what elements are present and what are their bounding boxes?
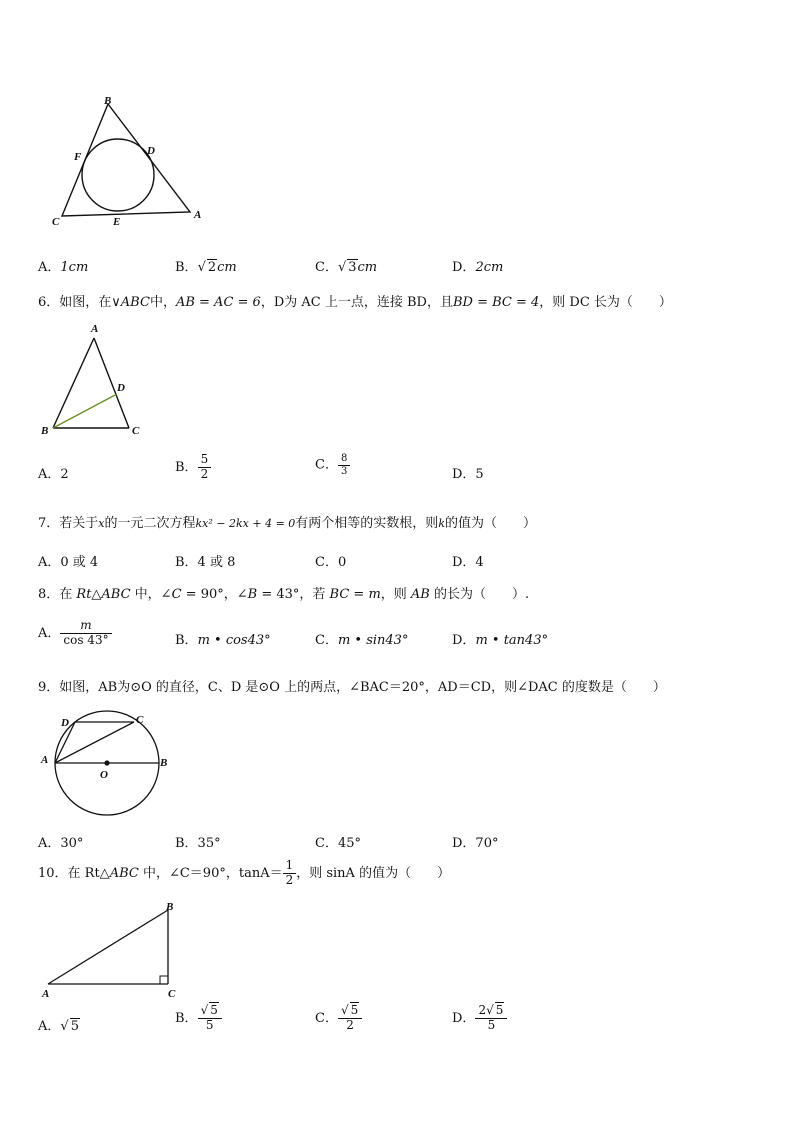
q6-option-c-num: 8 — [338, 453, 350, 466]
q6-label-c: C — [132, 425, 140, 437]
q6-option-b-fraction — [198, 453, 212, 482]
q9-label-b: B — [160, 757, 168, 769]
q7-option-d: D．4 — [452, 555, 484, 570]
q6-label-b: B — [41, 425, 49, 437]
q7-var-k: k — [438, 517, 445, 530]
q8-option-c-prefix: C． — [315, 633, 338, 648]
q10-option-d-num: 2√ 5 — [475, 1004, 507, 1019]
q6-mid1: 中， — [149, 295, 176, 310]
q5-option-d-prefix: D． — [452, 260, 476, 275]
q10-option-b-den: 5 — [205, 1017, 214, 1032]
q6-side-ab — [53, 338, 94, 428]
q6-option-c-prefix: C． — [315, 457, 338, 473]
q9-label-a: A — [41, 754, 49, 766]
q5-incircle — [82, 139, 154, 211]
q9-question: 9．如图，AB为⊙O 的直径，C、D 是⊙O 上的两点，∠BAC＝20°，AD＝CD，则∠DAC 的度数是（ ） — [38, 680, 666, 695]
q10-abc: ABC — [109, 865, 139, 881]
q5-option-b-root: 2 — [207, 260, 217, 275]
q8-mid2: ，则 — [380, 587, 411, 602]
q5-option-a-prefix: A． — [38, 260, 61, 275]
q10-option-d — [452, 1004, 507, 1033]
q7-question — [38, 512, 536, 531]
q7-option-b: B．4 或 8 — [175, 555, 236, 570]
q6-triangle: ∨ABC — [111, 295, 150, 310]
q8-c-val: = 90°，∠ — [181, 587, 248, 602]
q8-option-a-den: cos 43° — [63, 632, 109, 647]
q10-option-a-prefix: A． — [38, 1019, 61, 1034]
q10-frac-num: 1 — [283, 859, 297, 874]
q10-option-b — [175, 1004, 222, 1033]
q10-option-d-num-coef: 2 — [478, 1003, 487, 1017]
q10-pre: 10．在 Rt△ — [38, 865, 110, 881]
q8-option-b-prefix: B． — [175, 633, 198, 648]
q6-option-b-den: 2 — [200, 466, 209, 481]
q10-option-a-root: 5 — [70, 1019, 79, 1034]
q10-fraction — [283, 859, 297, 888]
q5-option-a-text: 1cm — [60, 260, 89, 275]
q6-label-d: D — [117, 382, 125, 394]
q7-mid2: 有两个相等的实数根，则 — [295, 516, 439, 531]
q9-option-a: A．30° — [38, 836, 84, 851]
q7-option-a: A．0 或 4 — [38, 555, 99, 570]
q10-option-b-num: √ 5 — [198, 1004, 222, 1019]
q7-tail: 的值为（ ） — [444, 516, 536, 531]
q8-option-b-text: m • cos43° — [197, 633, 271, 648]
q6-mid2: ，D为 AC 上一点，连接 BD，且 — [260, 295, 453, 310]
q6-eq2: BD = BC = 4 — [452, 295, 540, 310]
q8-c: C — [171, 587, 182, 602]
q9-figure — [38, 708, 178, 818]
q5-option-c-prefix: C． — [315, 260, 338, 275]
q5-figure — [48, 94, 208, 230]
q5-label-a: A — [194, 209, 202, 221]
q5-option-a — [38, 256, 88, 275]
q9-option-c: C．45° — [315, 836, 361, 851]
q10-option-b-num-root: 5 — [210, 1003, 218, 1017]
q8-pre: 8．在 — [38, 587, 77, 602]
q9-label-c: C — [136, 714, 144, 726]
q5-label-d: D — [147, 145, 155, 157]
q10-option-b-fraction — [198, 1004, 222, 1033]
q10-question — [38, 859, 450, 888]
q10-option-d-prefix: D． — [452, 1010, 476, 1026]
q8-mid1: 中，∠ — [130, 587, 172, 602]
q8-rt: Rt△ABC — [76, 587, 131, 602]
q8-bc: BC — [329, 587, 350, 602]
q10-right-angle-mark — [160, 976, 168, 984]
q10-option-a: A．√ 5 — [38, 1019, 79, 1034]
q10-option-c-fraction — [338, 1004, 362, 1033]
q5-label-c: C — [52, 216, 60, 228]
q5-option-d-text: 2cm — [475, 260, 504, 275]
q7-option-c: C．0 — [315, 555, 347, 570]
q10-option-c-prefix: C． — [315, 1010, 338, 1026]
q10-tail: ，则 sinA 的值为（ ） — [296, 865, 451, 881]
q9-option-d: D．70° — [452, 836, 499, 851]
q10-option-c-den: 2 — [346, 1017, 354, 1032]
q6-option-b-num: 5 — [198, 453, 212, 468]
q10-label-b: B — [166, 901, 174, 913]
q8-option-d-text: m • tan43° — [475, 633, 549, 648]
q8-option-d — [452, 629, 548, 648]
q5-label-e: E — [113, 216, 121, 228]
q10-label-a: A — [42, 988, 50, 1000]
q10-frac-den: 2 — [285, 872, 294, 887]
q5-option-d — [452, 256, 503, 275]
q9-center-dot — [104, 760, 109, 765]
q6-number: 6．如图，在 — [38, 295, 112, 310]
q5-label-b: B — [104, 95, 112, 107]
q6-tail: ，则 DC 长为（ ） — [539, 295, 672, 310]
q5-label-f: F — [74, 151, 82, 163]
q8-option-c — [315, 629, 408, 648]
q6-label-a: A — [91, 323, 99, 335]
q8-option-a-fraction — [60, 619, 111, 648]
q6-option-b-prefix: B． — [175, 459, 198, 475]
q7-pre: 7．若关于 — [38, 516, 99, 531]
q10-option-b-prefix: B． — [175, 1010, 198, 1026]
q7-equation: kx² − 2kx + 4 = 0 — [195, 517, 296, 530]
q10-label-c: C — [168, 988, 176, 1000]
q6-option-a: A．2 — [38, 467, 69, 482]
q6-option-c-fraction — [338, 453, 350, 477]
q6-question — [38, 291, 672, 310]
q5-option-c: C．√ 3cm — [315, 260, 378, 275]
q10-option-d-den: 5 — [487, 1017, 496, 1032]
q8-option-a-num: m — [60, 619, 111, 634]
q5-option-b-prefix: B． — [175, 260, 198, 275]
q7-mid: 的一元二次方程 — [104, 516, 196, 531]
q9-label-o: O — [100, 769, 108, 781]
q6-segment-bd — [53, 394, 117, 428]
q8-option-d-prefix: D． — [452, 633, 476, 648]
q6-option-b — [175, 453, 211, 482]
q8-eq-m: = m — [349, 587, 381, 602]
q10-option-d-fraction — [475, 1004, 507, 1033]
q6-option-c-den: 3 — [340, 465, 348, 477]
q10-side-ab — [48, 910, 168, 984]
q10-mid: 中，∠C＝90°，tanA＝ — [138, 865, 283, 881]
q8-b-val: = 43°，若 — [257, 587, 330, 602]
q8-tail: 的长为（ ）. — [429, 587, 530, 602]
q5-option-c-unit: cm — [357, 260, 378, 275]
q10-option-c-num: √ 5 — [338, 1004, 362, 1019]
q8-b: B — [247, 587, 258, 602]
q5-option-c-root: 3 — [348, 260, 357, 275]
q10-figure — [38, 898, 188, 1003]
q8-question — [38, 583, 529, 602]
q6-figure — [38, 320, 148, 440]
q8-option-b — [175, 629, 271, 648]
q5-option-b-unit: cm — [217, 260, 237, 275]
q7-var-x: x — [98, 517, 105, 530]
q10-option-d-num-root: 5 — [495, 1003, 504, 1017]
q8-option-a-prefix: A． — [38, 625, 61, 641]
q5-option-b: B．√ 2cm — [175, 260, 237, 275]
q6-eq1: AB = AC = 6 — [175, 295, 261, 310]
q8-option-a — [38, 619, 112, 648]
q10-option-c-num-root: 5 — [350, 1003, 359, 1017]
q9-option-b: B．35° — [175, 836, 221, 851]
q8-option-c-text: m • sin43° — [337, 633, 409, 648]
q8-ab: AB — [410, 587, 430, 602]
q10-option-c — [315, 1004, 362, 1033]
q9-label-d: D — [61, 717, 69, 729]
q6-option-c — [315, 453, 350, 477]
q6-option-d: D．5 — [452, 467, 484, 482]
